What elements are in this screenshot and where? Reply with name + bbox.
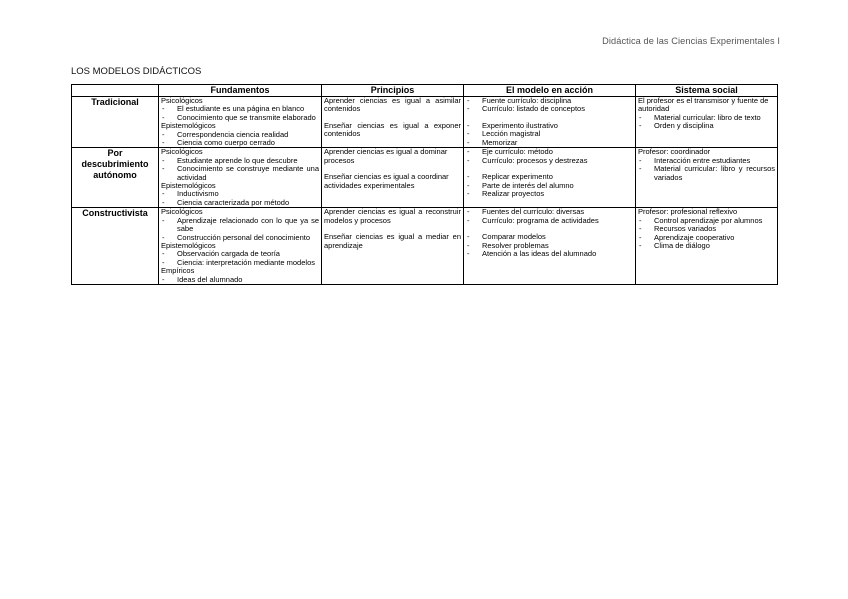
list-item: - Conocimiento se construye mediante una actividad xyxy=(161,165,319,182)
list-item: - Ideas del alumnado xyxy=(161,276,319,284)
list-item: - Fuente currículo: disciplina xyxy=(466,97,633,105)
list-item: - Interacción entre estudiantes xyxy=(638,157,775,165)
list-item: - Currículo: listado de conceptos xyxy=(466,105,633,113)
models-table xyxy=(71,84,778,285)
list-item: - Memorizar xyxy=(466,139,633,147)
cell-modelo-accion xyxy=(464,97,636,148)
bullet-list xyxy=(161,217,319,242)
bullet-list xyxy=(161,131,319,148)
list-item: - Ciencia caracterizada por método xyxy=(161,199,319,207)
category-label: Psicológicos xyxy=(161,96,203,105)
list-item: - Atención a las ideas del alumnado xyxy=(466,250,633,258)
list-item: - Inductivismo xyxy=(161,190,319,198)
bullet-list xyxy=(161,276,319,284)
list-item: - Aprendizaje cooperativo xyxy=(638,234,775,242)
bullet-list xyxy=(638,114,775,131)
bullet-list xyxy=(638,217,775,251)
list-item: - Control aprendizaje por alumnos xyxy=(638,217,775,225)
document-title: LOS MODELOS DIDÁCTICOS xyxy=(71,66,202,77)
social-intro: Profesor: coordinador xyxy=(638,147,711,157)
bullet-list xyxy=(161,190,319,207)
category-label: Epistemológicos xyxy=(161,240,216,250)
list-item: - Experimento ilustrativo xyxy=(466,122,633,130)
category-label: Psicológicos xyxy=(161,147,203,157)
corner-cell xyxy=(72,85,159,97)
cell-principios xyxy=(322,148,464,208)
list-item: - Correspondencia ciencia realidad xyxy=(161,131,319,139)
cell-principios xyxy=(322,97,464,148)
bullet-list xyxy=(466,233,633,258)
list-item: - Replicar experimento xyxy=(466,173,633,181)
category-label: Epistemológicos xyxy=(161,181,216,191)
list-item: - Estudiante aprende lo que descubre xyxy=(161,157,319,165)
principle-text: Enseñar ciencias es igual a exponer contenidos xyxy=(324,120,461,139)
list-item: - Currículo: programa de actividades xyxy=(466,217,633,225)
list-item: - Clima de diálogo xyxy=(638,242,775,250)
column-header-modelo-accion: El modelo en acción xyxy=(464,85,636,97)
cell-fundamentos xyxy=(159,148,322,208)
running-header: Didáctica de las Ciencias Experimentales I xyxy=(602,36,780,46)
cell-sistema-social xyxy=(636,208,778,285)
cell-modelo-accion xyxy=(464,148,636,208)
list-item: - Fuentes del currículo: diversas xyxy=(466,208,633,216)
bullet-list xyxy=(466,122,633,147)
bullet-list xyxy=(161,157,319,182)
bullet-list xyxy=(466,97,633,114)
category-label: Empíricos xyxy=(161,266,195,276)
list-item: - Material curricular: libro y recursos variados xyxy=(638,165,775,182)
bullet-list xyxy=(466,148,633,165)
list-item: - Lección magistral xyxy=(466,130,633,138)
category-label: Epistemológicos xyxy=(161,121,216,131)
list-item: - El estudiante es una página en blanco xyxy=(161,105,319,113)
list-item: - Eje currículo: método xyxy=(466,148,633,156)
list-item: - Comparar modelos xyxy=(466,233,633,241)
list-item: - Observación cargada de teoría xyxy=(161,250,319,258)
bullet-list xyxy=(466,173,633,198)
bullet-list xyxy=(466,208,633,225)
list-item: - Recursos variados xyxy=(638,225,775,233)
bullet-list xyxy=(638,157,775,182)
cell-principios xyxy=(322,208,464,285)
social-intro: Profesor: profesional reflexivo xyxy=(638,207,738,217)
list-item: - Currículo: procesos y destrezas xyxy=(466,157,633,165)
list-item: - Parte de interés del alumno xyxy=(466,182,633,190)
list-item: - Realizar proyectos xyxy=(466,190,633,198)
cell-modelo-accion xyxy=(464,208,636,285)
list-item: - Material curricular: libro de texto xyxy=(638,114,775,122)
row-header-constructivista: Constructivista xyxy=(72,208,159,285)
column-header-principios: Principios xyxy=(322,85,464,97)
cell-sistema-social xyxy=(636,148,778,208)
table-row-constructivista xyxy=(72,208,778,285)
social-intro: El profesor es el transmisor y fuente de autoridad xyxy=(638,96,769,114)
principle-text: Enseñar ciencias es igual a mediar en aprendizaje xyxy=(324,232,461,250)
bullet-list xyxy=(161,105,319,122)
principle-text: Aprender ciencias es igual a dominar procesos xyxy=(324,147,448,165)
cell-fundamentos xyxy=(159,97,322,148)
category-label: Psicológicos xyxy=(161,207,203,217)
table-row-tradicional xyxy=(72,97,778,148)
column-header-fundamentos: Fundamentos xyxy=(159,85,322,97)
column-header-sistema-social: Sistema social xyxy=(636,85,778,97)
table-header-row xyxy=(72,85,778,97)
row-header-descubrimiento: Por descubrimiento autónomo xyxy=(72,148,159,208)
list-item: - Ciencia: interpretación mediante modelos xyxy=(161,259,319,267)
principle-text: Aprender ciencias es igual a asimilar contenidos xyxy=(324,96,461,114)
cell-sistema-social xyxy=(636,97,778,148)
list-item: - Ciencia como cuerpo cerrado xyxy=(161,139,319,147)
row-header-tradicional: Tradicional xyxy=(72,97,159,148)
cell-fundamentos xyxy=(159,208,322,285)
list-item: - Orden y disciplina xyxy=(638,122,775,130)
list-item: - Conocimiento que se transmite elaborado xyxy=(161,114,319,122)
list-item: - Construcción personal del conocimiento xyxy=(161,234,319,242)
principle-text: Enseñar ciencias es igual a coordinar actividades experimentales xyxy=(324,172,449,190)
list-item: - Resolver problemas xyxy=(466,242,633,250)
list-item: - Aprendizaje relacionado con lo que ya se sabe xyxy=(161,217,319,234)
table-row-descubrimiento xyxy=(72,148,778,208)
principle-text: Aprender ciencias es igual a reconstruir modelos y procesos xyxy=(324,207,461,225)
bullet-list xyxy=(161,250,319,267)
